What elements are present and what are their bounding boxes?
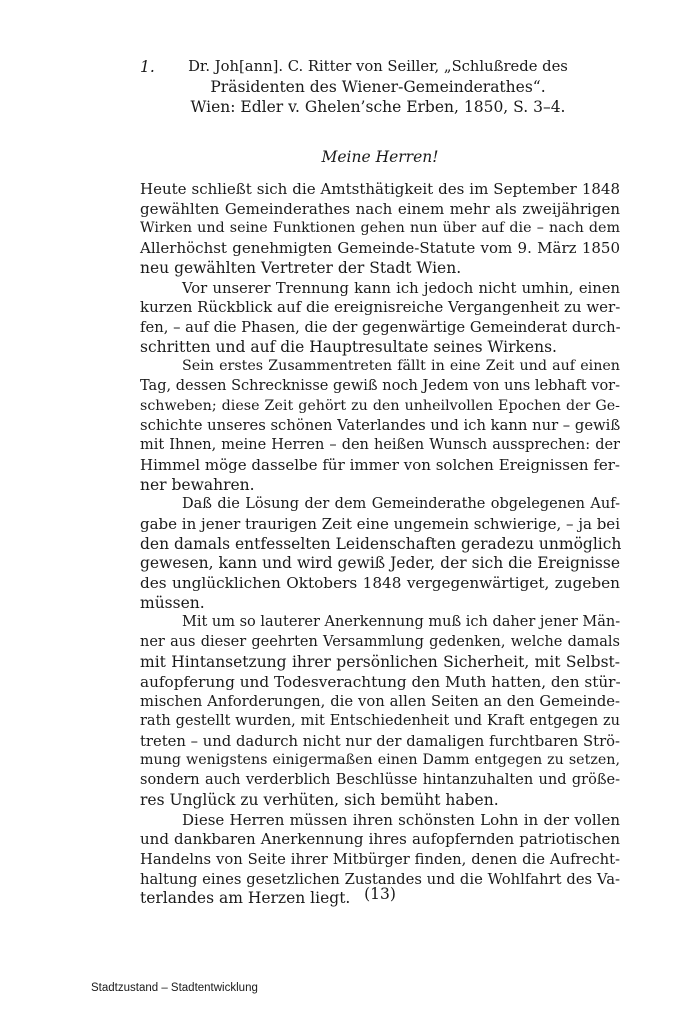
- text-line: terlandes am Herzen liegt.: [140, 889, 351, 908]
- text-line: kurzen Rückblick auf die ereignisreiche Vergangenheit zu wer-: [140, 298, 621, 317]
- text-line: ner aus dieser geehrten Versammlung gedenken, welche damals: [140, 634, 620, 651]
- text-line: neu gewählten Vertreter der Stadt Wien.: [140, 258, 462, 277]
- paragraph: [140, 180, 620, 279]
- salutation: Meine Herren!: [321, 148, 439, 166]
- paragraph: [140, 279, 620, 358]
- text-line: Himmel möge dasselbe für immer von solchen Ereignissen fer-: [140, 455, 620, 474]
- text-line: schweben; diese Zeit gehört zu den unheilvollen Epochen der Ge-: [140, 397, 620, 414]
- text-line: Wirken und seine Funktionen gehen nun über auf die – nach dem: [140, 220, 620, 237]
- text-line: gewählten Gemeinderathes nach einem mehr als zweijährigen: [140, 199, 620, 218]
- text-line: ner bewahren.: [140, 475, 255, 494]
- citation-line: Präsidenten des Wiener-Gemeinderathes“.: [210, 78, 546, 96]
- running-footer: Stadtzustand – Stadtentwicklung: [91, 982, 258, 994]
- text-line: Sein erstes Zusammentreten fällt in eine Zeit und auf einen: [182, 358, 620, 375]
- text-line: treten – und dadurch nicht nur der damaligen furchtbaren Strö-: [140, 732, 620, 750]
- text-line: Allerhöchst genehmigten Gemeinde-Statute vom 9. März 1850: [140, 239, 620, 258]
- text-line: müssen.: [140, 593, 205, 612]
- text-line: Handelns von Seite ihrer Mitbürger finden, denen die Aufrecht-: [140, 850, 620, 868]
- speech-body: [140, 180, 620, 909]
- text-line: Diese Herren müssen ihren schönsten Lohn in der vollen: [182, 810, 620, 829]
- text-line: Mit um so lauterer Anerkennung muß ich daher jener Män-: [182, 614, 621, 631]
- text-line: mung wenigstens einigermaßen einen Damm entgegen zu setzen,: [140, 752, 620, 769]
- text-line: des unglücklichen Oktobers 1848 vergegenwärtiget, zugeben: [140, 574, 620, 593]
- paragraph: [140, 613, 620, 810]
- text-line: Heute schließt sich die Amtsthätigkeit des im September 1848: [140, 180, 620, 198]
- text-line: schichte unseres schönen Vaterlandes und ich kann nur – gewiß: [140, 417, 621, 435]
- text-line: den damals entfesselten Leidenschaften geradezu unmöglich: [140, 534, 622, 553]
- text-line: mit Hintansetzung ihrer persönlichen Sicherheit, mit Selbst-: [140, 652, 620, 671]
- citation-line: Dr. Joh[ann]. C. Ritter von Seiller, „Schlußrede des: [188, 58, 568, 75]
- page-number: (13): [364, 885, 396, 903]
- citation: [188, 57, 568, 117]
- paragraph: [140, 495, 620, 613]
- citation-line: Wien: Edler v. Ghelen’sche Erben, 1850, S. 3–4.: [190, 98, 566, 116]
- text-line: Daß die Lösung der dem Gemeinderathe obgelegenen Auf-: [182, 496, 620, 513]
- text-line: gewesen, kann und wird gewiß Jeder, der sich die Ereignisse: [140, 554, 620, 573]
- text-line: schritten und auf die Hauptresultate seines Wirkens.: [140, 337, 557, 356]
- text-line: Vor unserer Trennung kann ich jedoch nicht umhin, einen: [182, 279, 620, 297]
- text-line: res Unglück zu verhüten, sich bemüht haben.: [140, 790, 499, 809]
- text-line: rath gestellt wurden, mit Entschiedenheit und Kraft entgegen zu: [140, 712, 620, 729]
- text-line: und dankbaren Anerkennung ihres aufopfernden patriotischen: [140, 830, 620, 849]
- text-line: mischen Anforderungen, die von allen Seiten an den Gemeinde-: [140, 693, 620, 711]
- text-line: mit Ihnen, meine Herren – den heißen Wunsch aussprechen: der: [140, 437, 620, 454]
- text-line: fen, – auf die Phasen, die der gegenwärtige Gemeinderat durch-: [140, 318, 621, 336]
- text-line: aufopferung und Todesverachtung den Muth hatten, den stür-: [140, 672, 621, 691]
- text-line: haltung eines gesetzlichen Zustandes und die Wohlfahrt des Va-: [140, 870, 620, 888]
- text-line: gabe in jener traurigen Zeit eine ungemein schwierige, – ja bei: [140, 514, 620, 533]
- document-number: 1.: [140, 58, 155, 76]
- paragraph: [140, 357, 620, 495]
- text-line: Tag, dessen Schrecknisse gewiß noch Jedem von uns lebhaft vor-: [140, 378, 620, 395]
- text-line: sondern auch verderblich Beschlüsse hintanzuhalten und größe-: [140, 772, 620, 789]
